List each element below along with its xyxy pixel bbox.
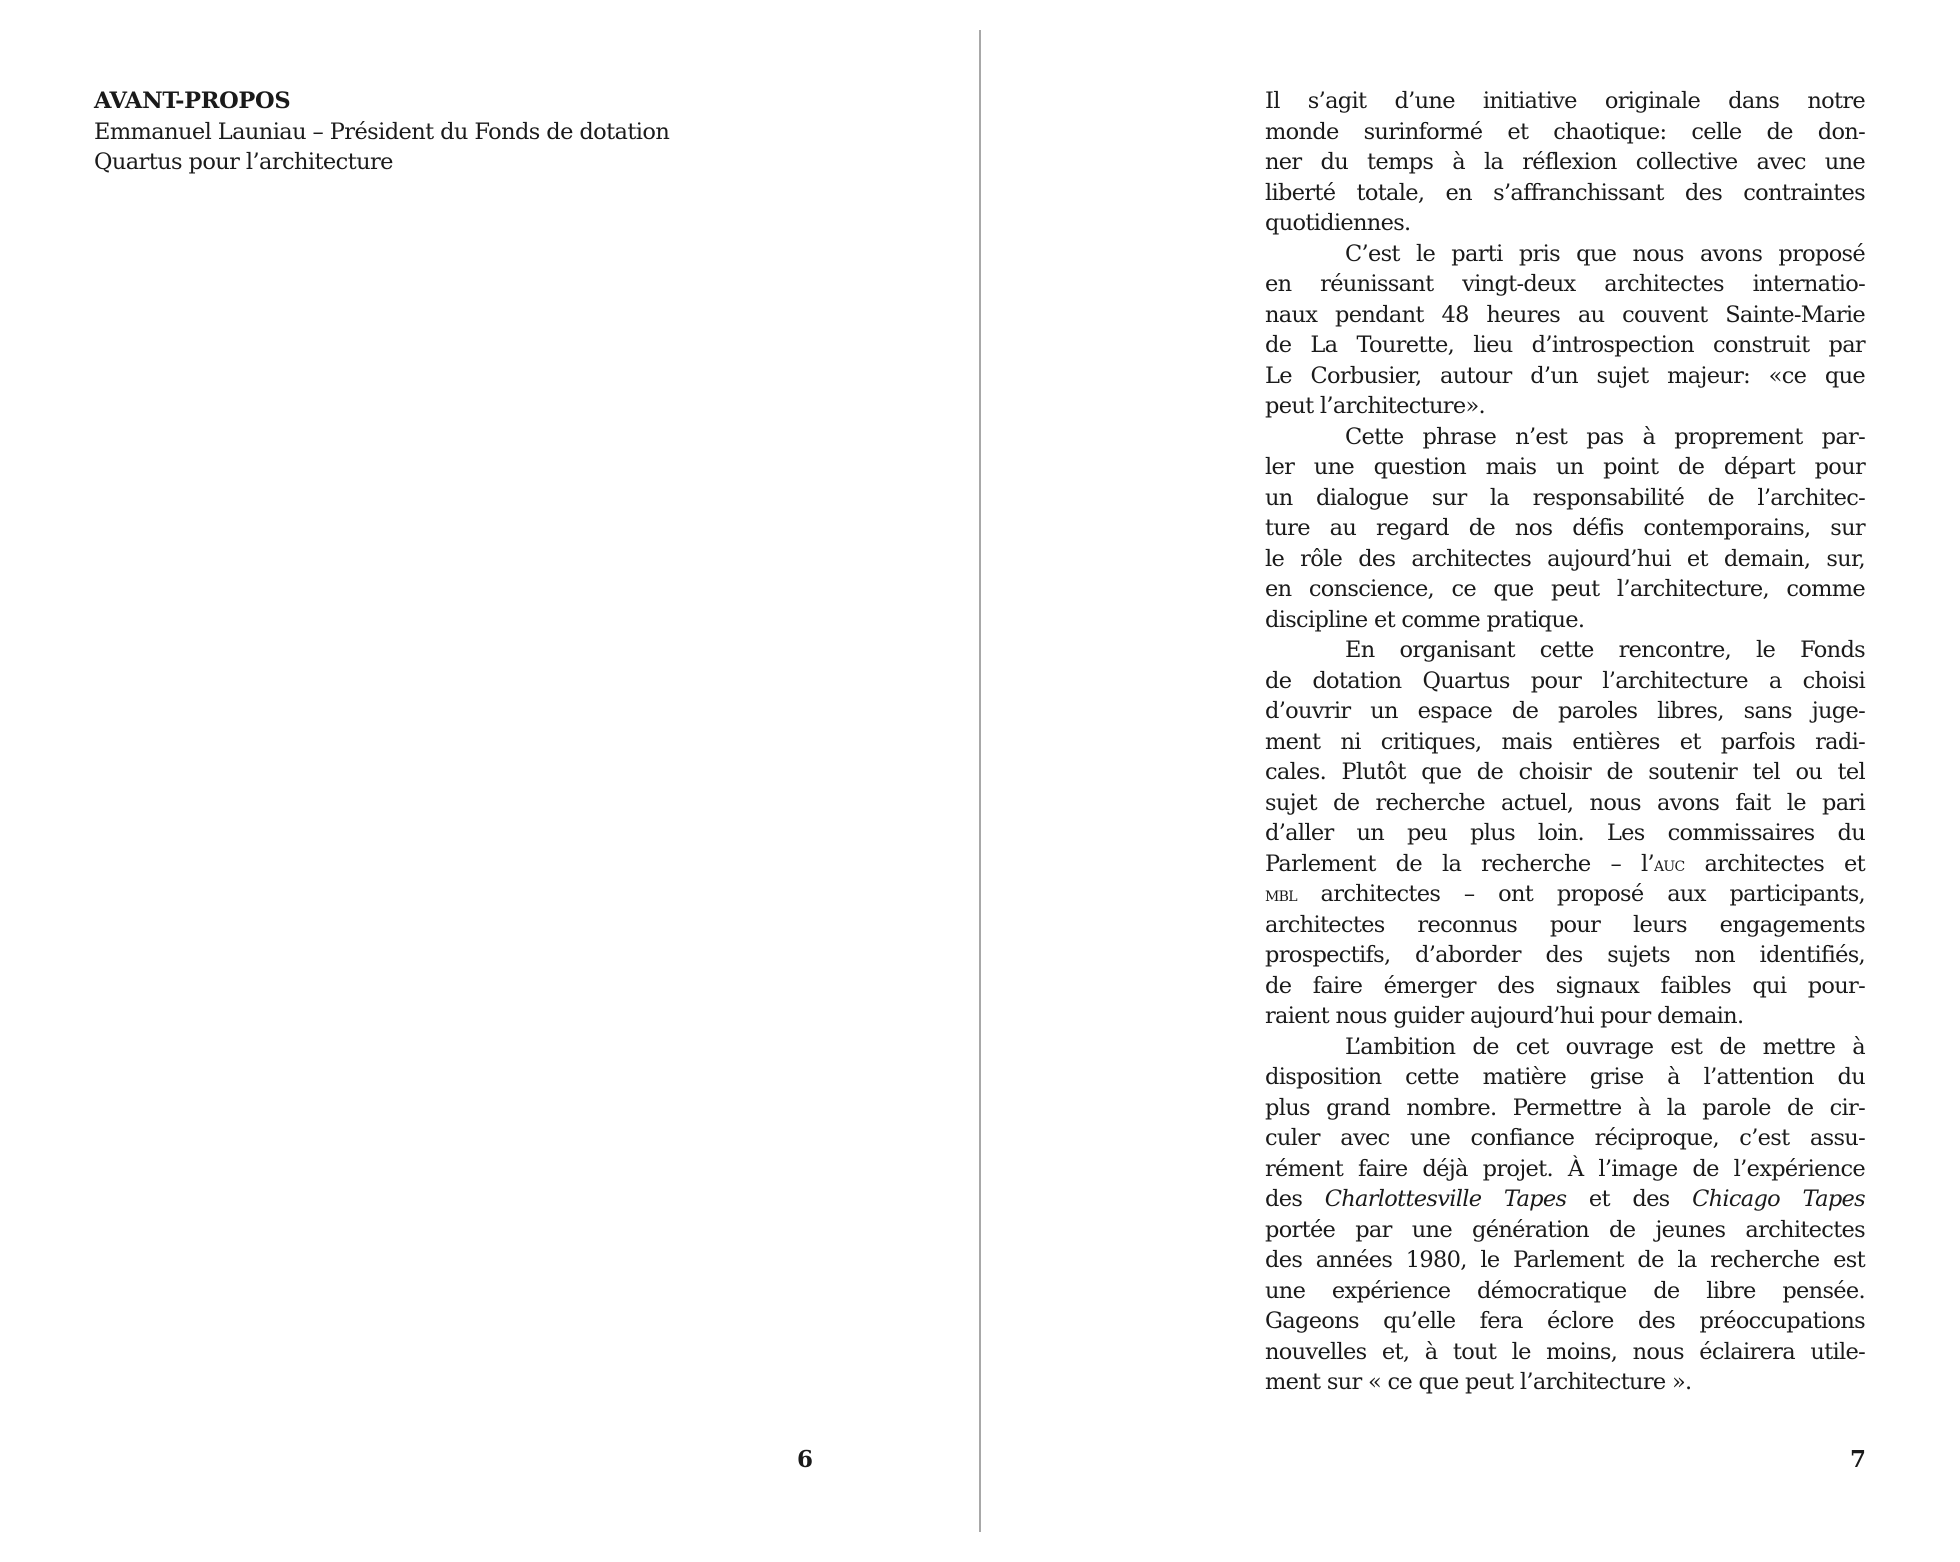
text-line <box>1265 1184 1865 1215</box>
text-line: le rôle des architectes aujourd’hui et demain, sur, <box>1265 545 1865 572</box>
text-line: Cette phrase n’est pas à proprement par- <box>1345 423 1865 450</box>
byline-line: Quartus pour l’architecture <box>94 149 393 175</box>
text-line: en réunissant vingt-deux architectes internatio- <box>1265 271 1865 297</box>
gutter-divider <box>979 30 981 1532</box>
text-line: ler une question mais un point de départ pour <box>1265 454 1865 480</box>
right-page-body <box>1265 86 1865 1398</box>
page-number-right: 7 <box>1850 1446 1867 1473</box>
text-line: raient nous guider aujourd’hui pour demain. <box>1265 1003 1744 1029</box>
page-number-left: 6 <box>797 1446 814 1473</box>
byline-line: Emmanuel Launiau – Président du Fonds de dotation <box>94 118 670 145</box>
acronym-auc: auc <box>1653 851 1685 876</box>
text-line <box>1265 849 1865 880</box>
left-page-header <box>94 86 814 178</box>
paragraph <box>1265 1032 1865 1398</box>
text-run: et des <box>1566 1186 1693 1212</box>
text-line: de faire émerger des signaux faibles qui pour- <box>1265 972 1865 999</box>
text-line: C’est le parti pris que nous avons proposé <box>1345 240 1865 267</box>
text-line: une expérience démocratique de libre pensée. <box>1265 1277 1865 1304</box>
text-line: ture au regard de nos défis contemporains, sur <box>1265 515 1865 541</box>
section-heading: AVANT-PROPOS <box>94 88 291 114</box>
text-line: monde surinformé et chaotique: celle de don- <box>1265 118 1865 145</box>
text-line: discipline et comme pratique. <box>1265 606 1585 633</box>
text-run: des <box>1265 1186 1325 1212</box>
text-line: peut l’architecture». <box>1265 393 1485 419</box>
paragraph <box>1265 422 1865 636</box>
text-line: un dialogue sur la responsabilité de l’architec- <box>1265 484 1865 511</box>
text-line: L’ambition de cet ouvrage est de mettre à <box>1345 1033 1865 1060</box>
text-line: En organisant cette rencontre, le Fonds <box>1345 637 1865 663</box>
text-line: Le Corbusier, autour d’un sujet majeur: «ce que <box>1265 362 1865 389</box>
text-line: rément faire déjà projet. À l’image de l’expérience <box>1265 1155 1865 1182</box>
text-line: portée par une génération de jeunes architectes <box>1265 1216 1865 1243</box>
text-line <box>1265 879 1865 910</box>
text-run: architectes – ont proposé aux participants, <box>1296 881 1865 907</box>
text-run: architectes et <box>1684 850 1865 877</box>
text-line: quotidiennes. <box>1265 210 1411 236</box>
paragraph <box>1265 635 1865 1032</box>
italic-title: Chicago Tapes <box>1692 1186 1865 1212</box>
acronym-mbl: mbl <box>1265 882 1297 906</box>
text-line: ner du temps à la réflexion collective avec une <box>1265 149 1865 175</box>
text-line: d’ouvrir un espace de paroles libres, sans juge- <box>1265 698 1865 724</box>
text-line: ment ni critiques, mais entières et parfois radi- <box>1265 728 1865 755</box>
text-line: liberté totale, en s’affranchissant des contraintes <box>1265 179 1865 206</box>
text-line: plus grand nombre. Permettre à la parole de cir- <box>1265 1094 1865 1121</box>
text-line: prospectifs, d’aborder des sujets non identifiés, <box>1265 942 1865 968</box>
text-line: en conscience, ce que peut l’architecture, comme <box>1265 576 1865 602</box>
text-line: disposition cette matière grise à l’attention du <box>1265 1064 1865 1090</box>
text-line: d’aller un peu plus loin. Les commissaires du <box>1265 820 1865 846</box>
text-run: Parlement de la recherche – l’ <box>1265 850 1654 877</box>
text-line: Il s’agit d’une initiative originale dans notre <box>1265 88 1865 114</box>
paragraph <box>1265 239 1865 422</box>
text-line: cales. Plutôt que de choisir de soutenir tel ou tel <box>1265 759 1865 785</box>
italic-title: Charlottesville Tapes <box>1324 1186 1567 1212</box>
paragraph <box>1265 86 1865 239</box>
text-line: Gageons qu’elle fera éclore des préoccupations <box>1265 1308 1865 1334</box>
text-line: architectes reconnus pour leurs engagements <box>1265 911 1865 938</box>
text-line: naux pendant 48 heures au couvent Sainte-Marie <box>1265 301 1865 328</box>
text-line: de La Tourette, lieu d’introspection construit par <box>1265 332 1865 358</box>
text-line: ment sur « ce que peut l’architecture ». <box>1265 1369 1692 1395</box>
text-line: culer avec une confiance réciproque, c’est assu- <box>1265 1125 1865 1151</box>
text-line: sujet de recherche actuel, nous avons fait le pari <box>1265 789 1865 816</box>
text-line: nouvelles et, à tout le moins, nous éclairera utile- <box>1265 1338 1865 1365</box>
text-line: de dotation Quartus pour l’architecture a choisi <box>1265 667 1865 694</box>
text-line: des années 1980, le Parlement de la recherche est <box>1265 1247 1865 1273</box>
